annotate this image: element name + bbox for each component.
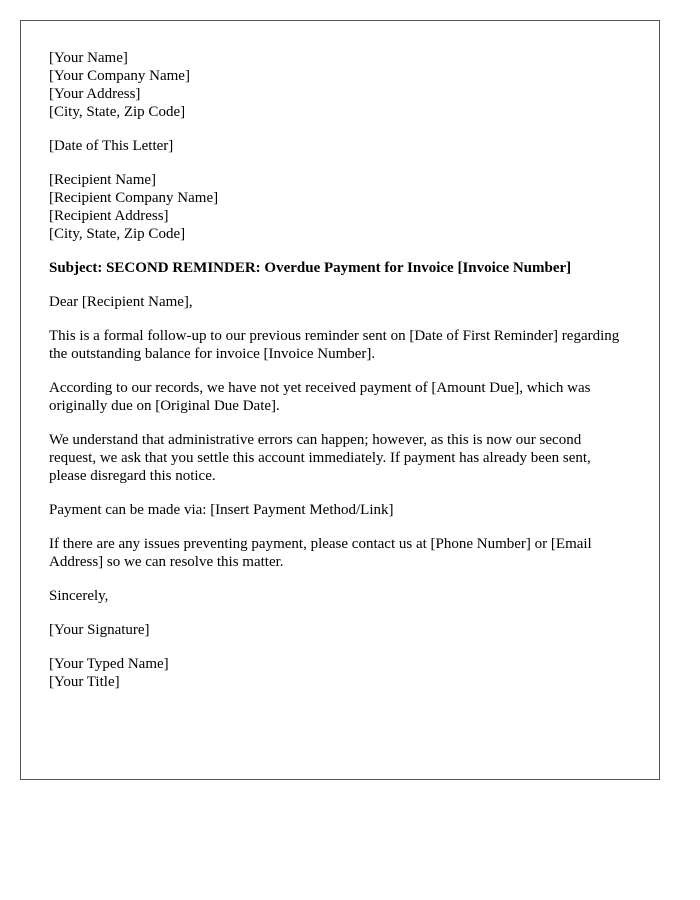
signoff-block	[49, 655, 631, 691]
recipient-block	[49, 171, 631, 243]
recipient-name: [Recipient Name]	[49, 172, 157, 188]
paragraph-contact: If there are any issues preventing payment, please contact us at [Phone Number] or [Email Address] so we can resolve this matter.	[49, 536, 592, 570]
sender-name: [Your Name]	[49, 50, 128, 66]
sender-title: [Your Title]	[49, 674, 120, 690]
recipient-address: [Recipient Address]	[49, 208, 169, 224]
salutation: Dear [Recipient Name],	[49, 294, 193, 310]
typed-name: [Your Typed Name]	[49, 656, 169, 672]
paragraph-request: We understand that administrative errors can happen; however, as this is now our second request, we ask that you settle this account immediately. If payment has already been sent, please disregard this notice.	[49, 432, 591, 484]
sender-company: [Your Company Name]	[49, 68, 190, 84]
paragraph-records: According to our records, we have not yet received payment of [Amount Due], which was originally due on [Original Due Date].	[49, 380, 591, 414]
recipient-company: [Recipient Company Name]	[49, 190, 219, 206]
closing: Sincerely,	[49, 588, 109, 604]
sender-block	[49, 49, 631, 121]
letter-date: [Date of This Letter]	[49, 138, 174, 154]
letter-page	[20, 20, 660, 780]
subject-line: Subject: SECOND REMINDER: Overdue Payment for Invoice [Invoice Number]	[49, 260, 572, 276]
recipient-city: [City, State, Zip Code]	[49, 226, 186, 242]
sender-city: [City, State, Zip Code]	[49, 104, 186, 120]
paragraph-followup: This is a formal follow-up to our previous reminder sent on [Date of First Reminder] regarding the outstanding balance for invoice [Invoice Number].	[49, 328, 620, 362]
paragraph-payment-method: Payment can be made via: [Insert Payment Method/Link]	[49, 502, 394, 518]
signature: [Your Signature]	[49, 622, 150, 638]
sender-address: [Your Address]	[49, 86, 141, 102]
